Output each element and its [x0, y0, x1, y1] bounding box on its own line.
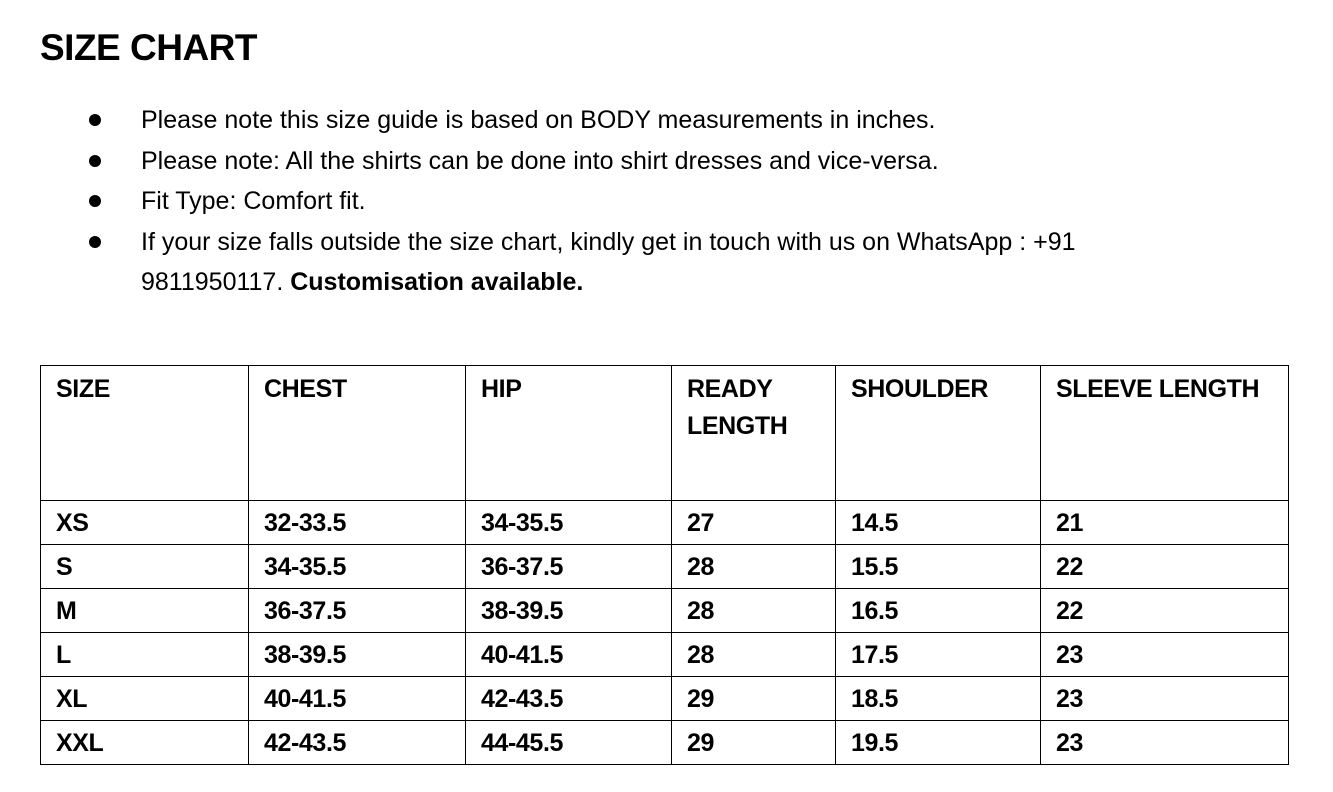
note-text: Please note this size guide is based on BODY measurements in inches.: [141, 106, 936, 134]
table-cell: M: [41, 589, 249, 633]
table-cell: 16.5: [836, 589, 1041, 633]
table-cell: 42-43.5: [466, 677, 672, 721]
table-cell: 14.5: [836, 501, 1041, 545]
note-item: [0, 222, 1221, 303]
note-item: [0, 100, 1221, 141]
table-cell: 23: [1041, 677, 1289, 721]
bullet-icon: [89, 114, 101, 126]
table-cell: 34-35.5: [249, 545, 466, 589]
note-item: [0, 181, 1221, 222]
note-text: If your size falls outside the size chart, kindly get in touch with us on WhatsApp : +91 9811950117.: [141, 227, 1076, 296]
table-cell: 21: [1041, 501, 1289, 545]
page-title: SIZE CHART: [40, 27, 257, 68]
table-cell: 44-45.5: [466, 721, 672, 765]
table-cell: 29: [672, 677, 836, 721]
table-cell: XL: [41, 677, 249, 721]
table-cell: 36-37.5: [249, 589, 466, 633]
table-header-row: [41, 366, 1289, 501]
table-cell: 15.5: [836, 545, 1041, 589]
table-cell: 29: [672, 721, 836, 765]
table-cell: 27: [672, 501, 836, 545]
table-cell: 28: [672, 545, 836, 589]
table-cell: 28: [672, 589, 836, 633]
table-cell: 17.5: [836, 633, 1041, 677]
column-header-ready-length: READY LENGTH: [672, 366, 836, 501]
table-cell: 42-43.5: [249, 721, 466, 765]
table-row: [41, 501, 1289, 545]
column-header-size: SIZE: [41, 366, 249, 501]
column-header-shoulder: SHOULDER: [836, 366, 1041, 501]
table-cell: 22: [1041, 589, 1289, 633]
column-header-chest: CHEST: [249, 366, 466, 501]
customisation-note: Customisation available.: [290, 268, 584, 296]
table-cell: 36-37.5: [466, 545, 672, 589]
table-cell: 34-35.5: [466, 501, 672, 545]
size-chart-table: [40, 365, 1289, 765]
table-cell: S: [41, 545, 249, 589]
table-cell: 38-39.5: [466, 589, 672, 633]
table-row: [41, 589, 1289, 633]
table-row: [41, 633, 1289, 677]
table-cell: XXL: [41, 721, 249, 765]
bullet-icon: [89, 195, 101, 207]
note-text: Fit Type: Comfort fit.: [141, 187, 366, 215]
table-cell: L: [41, 633, 249, 677]
size-notes-list: [0, 100, 1333, 303]
table-cell: 28: [672, 633, 836, 677]
table-cell: 38-39.5: [249, 633, 466, 677]
table-cell: 40-41.5: [249, 677, 466, 721]
table-cell: 22: [1041, 545, 1289, 589]
table-row: [41, 677, 1289, 721]
bullet-icon: [89, 155, 101, 167]
table-row: [41, 721, 1289, 765]
table-cell: 18.5: [836, 677, 1041, 721]
table-cell: 32-33.5: [249, 501, 466, 545]
table-cell: 40-41.5: [466, 633, 672, 677]
note-text: Please note: All the shirts can be done into shirt dresses and vice-versa.: [141, 146, 939, 175]
note-item: [0, 141, 1221, 182]
column-header-sleeve-length: SLEEVE LENGTH: [1041, 366, 1289, 501]
table-cell: 23: [1041, 633, 1289, 677]
table-cell: 23: [1041, 721, 1289, 765]
table-cell: XS: [41, 501, 249, 545]
table-cell: 19.5: [836, 721, 1041, 765]
column-header-hip: HIP: [466, 366, 672, 501]
table-row: [41, 545, 1289, 589]
bullet-icon: [89, 236, 101, 248]
